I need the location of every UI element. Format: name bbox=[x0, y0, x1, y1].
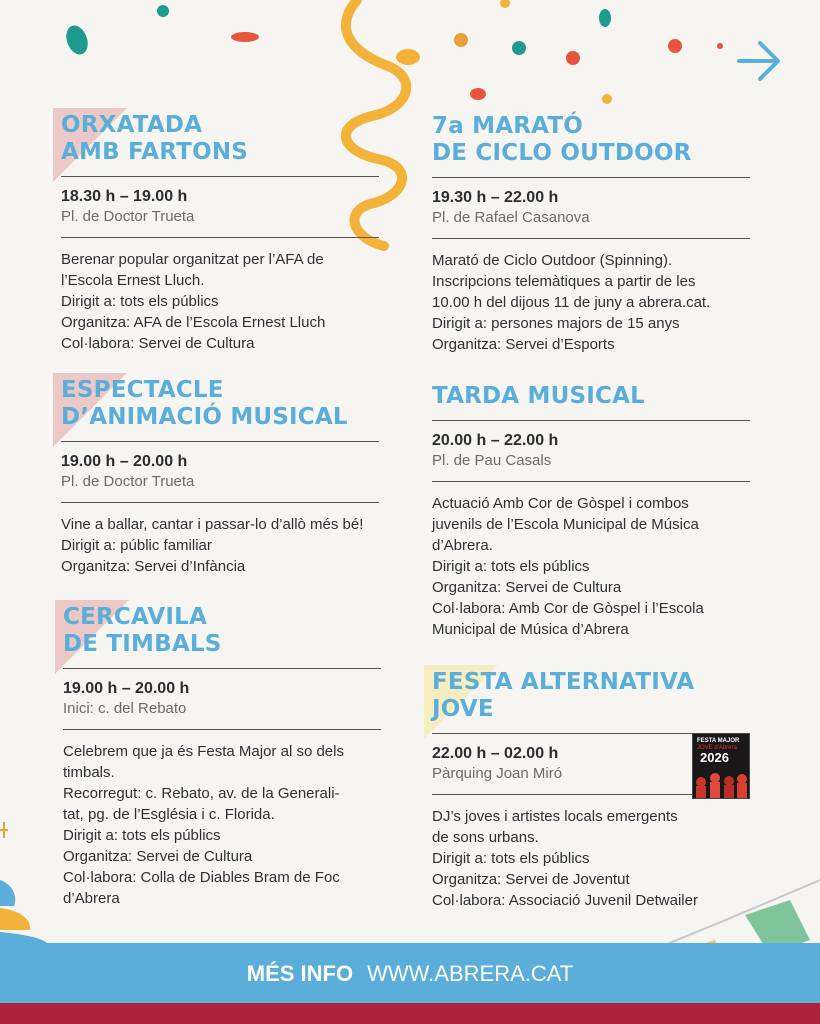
description-line: Dirigit a: tots els públics bbox=[63, 827, 221, 844]
description-line: Col·labora: Amb Cor de Gòspel i l’Escola bbox=[432, 600, 704, 617]
arrow-right-icon bbox=[739, 43, 778, 79]
event-place: Pàrquing Joan Miró bbox=[432, 765, 563, 782]
confetti-dot bbox=[602, 94, 612, 104]
event-title bbox=[432, 383, 750, 410]
event-description bbox=[432, 806, 750, 911]
poster-line: FESTA MAJOR bbox=[697, 738, 740, 744]
confetti-dot bbox=[500, 0, 510, 8]
description-line: Actuació Amb Cor de Gòspel i combos bbox=[432, 495, 689, 512]
event-title-line: JOVE bbox=[432, 696, 494, 722]
footer-red-strip bbox=[0, 1003, 820, 1024]
event-time: 19.00 h – 20.00 h bbox=[61, 453, 188, 470]
description-line: Dirigit a: tots els públics bbox=[432, 558, 590, 575]
description-line: Dirigit a: persones majors de 15 anys bbox=[432, 315, 680, 332]
description-line: Organitza: Servei de Cultura bbox=[432, 579, 622, 596]
description-line: Col·labora: Colla de Diables Bram de Foc bbox=[63, 869, 340, 886]
event-cercavila bbox=[63, 604, 381, 909]
poster-year: 2026 bbox=[700, 750, 729, 765]
event-title bbox=[432, 113, 750, 167]
description-line: Dirigit a: tots els públics bbox=[432, 850, 590, 867]
description-line: Organitza: Servei de Cultura bbox=[63, 848, 253, 865]
confetti-dot bbox=[470, 88, 486, 100]
event-title bbox=[432, 669, 750, 723]
description-line: juvenils de l’Escola Municipal de Música bbox=[432, 516, 699, 533]
event-description bbox=[432, 493, 750, 640]
description-line: l’Escola Ernest Lluch. bbox=[61, 272, 205, 289]
event-time: 22.00 h – 02.00 h bbox=[432, 745, 559, 762]
description-line: Berenar popular organitzat per l’AFA de bbox=[61, 251, 324, 268]
description-line: Organitza: Servei d’Infància bbox=[61, 558, 246, 575]
left-edge-shape bbox=[0, 880, 15, 906]
event-title-line: D’ANIMACIÓ MUSICAL bbox=[61, 404, 348, 430]
description-line: Recorregut: c. Rebato, av. de la Generali- bbox=[63, 785, 340, 802]
confetti-dot bbox=[717, 43, 723, 49]
poster-line: JOVE d'Abrera bbox=[697, 745, 737, 751]
divider bbox=[432, 238, 750, 239]
left-edge-shape bbox=[0, 908, 30, 930]
event-title-line: TARDA MUSICAL bbox=[432, 383, 645, 409]
event-place: Pl. de Rafael Casanova bbox=[432, 209, 590, 226]
divider bbox=[61, 502, 379, 503]
confetti-dot bbox=[396, 49, 420, 65]
description-line: Vine a ballar, cantar i passar-lo d’allò més bé! bbox=[61, 516, 364, 533]
description-line: Dirigit a: públic familiar bbox=[61, 537, 212, 554]
event-description bbox=[61, 249, 379, 354]
event-marato bbox=[432, 113, 750, 355]
event-description bbox=[432, 250, 750, 355]
description-line: Col·labora: Associació Juvenil Detwailer bbox=[432, 892, 698, 909]
divider bbox=[432, 481, 750, 482]
divider bbox=[61, 237, 379, 238]
event-place: Pl. de Pau Casals bbox=[432, 452, 552, 469]
event-place: Inici: c. del Rebato bbox=[63, 700, 187, 717]
event-time: 19.30 h – 22.00 h bbox=[432, 189, 559, 206]
event-title bbox=[61, 112, 379, 166]
description-line: Organitza: Servei de Joventut bbox=[432, 871, 630, 888]
description-line: d’Abrera. bbox=[432, 537, 493, 554]
crowd-illustration bbox=[693, 768, 749, 798]
event-title-line: CERCAVILA bbox=[63, 604, 208, 630]
confetti-dot bbox=[599, 9, 611, 27]
description-line: Organitza: AFA de l’Escola Ernest Lluch bbox=[61, 314, 326, 331]
confetti-dot bbox=[512, 41, 526, 55]
footer-info bbox=[0, 958, 820, 990]
event-description bbox=[61, 514, 379, 577]
description-line: Inscripcions telemàtiques a partir de les bbox=[432, 273, 696, 290]
description-line: Organitza: Servei d’Esports bbox=[432, 336, 615, 353]
confetti-dot bbox=[231, 32, 259, 42]
event-title-line: ESPECTACLE bbox=[61, 377, 224, 403]
confetti-dot bbox=[668, 39, 682, 53]
footer-label: MÉS INFO bbox=[246, 961, 354, 986]
event-time: 19.00 h – 20.00 h bbox=[63, 680, 190, 697]
event-place: Pl. de Doctor Trueta bbox=[61, 473, 195, 490]
description-line: Municipal de Música d’Abrera bbox=[432, 621, 629, 638]
confetti-dot bbox=[62, 22, 91, 57]
event-espectacle bbox=[61, 377, 379, 577]
event-title-line: DE CICLO OUTDOOR bbox=[432, 140, 692, 166]
divider bbox=[63, 729, 381, 730]
event-time: 20.00 h – 22.00 h bbox=[432, 432, 559, 449]
event-tarda-musical bbox=[432, 383, 750, 640]
event-place: Pl. de Doctor Trueta bbox=[61, 208, 195, 225]
description-line: de sons urbans. bbox=[432, 829, 539, 846]
footer-url-link[interactable]: WWW.ABRERA.CAT bbox=[367, 961, 574, 986]
festa-jove-poster-thumbnail bbox=[692, 733, 750, 799]
divider bbox=[432, 177, 750, 178]
description-line: timbals. bbox=[63, 764, 115, 781]
description-line: Marató de Ciclo Outdoor (Spinning). bbox=[432, 252, 673, 269]
confetti-dot bbox=[157, 5, 169, 17]
event-description bbox=[63, 741, 381, 909]
description-line: Dirigit a: tots els públics bbox=[61, 293, 219, 310]
event-title-line: ORXATADA bbox=[61, 112, 203, 138]
description-line: 10.00 h del dijous 11 de juny a abrera.cat. bbox=[432, 294, 711, 311]
confetti-dot bbox=[566, 51, 580, 65]
description-line: DJ’s joves i artistes locals emergents bbox=[432, 808, 678, 825]
description-line: tat, pg. de l’Església i c. Florida. bbox=[63, 806, 275, 823]
event-title-line: AMB FARTONS bbox=[61, 139, 249, 165]
event-orxatada bbox=[61, 112, 379, 354]
event-title bbox=[61, 377, 379, 431]
description-line: Col·labora: Servei de Cultura bbox=[61, 335, 255, 352]
sparkle-icon bbox=[0, 822, 8, 838]
event-time: 18.30 h – 19.00 h bbox=[61, 188, 188, 205]
divider bbox=[432, 420, 750, 421]
description-line: d’Abrera bbox=[63, 890, 120, 907]
description-line: Celebrem que ja és Festa Major al so dels bbox=[63, 743, 344, 760]
event-title-line: 7a MARATÓ bbox=[432, 113, 583, 139]
event-title bbox=[63, 604, 381, 658]
event-title-line: FESTA ALTERNATIVA bbox=[432, 669, 695, 695]
event-title-line: DE TIMBALS bbox=[63, 631, 222, 657]
confetti-dot bbox=[454, 33, 468, 47]
